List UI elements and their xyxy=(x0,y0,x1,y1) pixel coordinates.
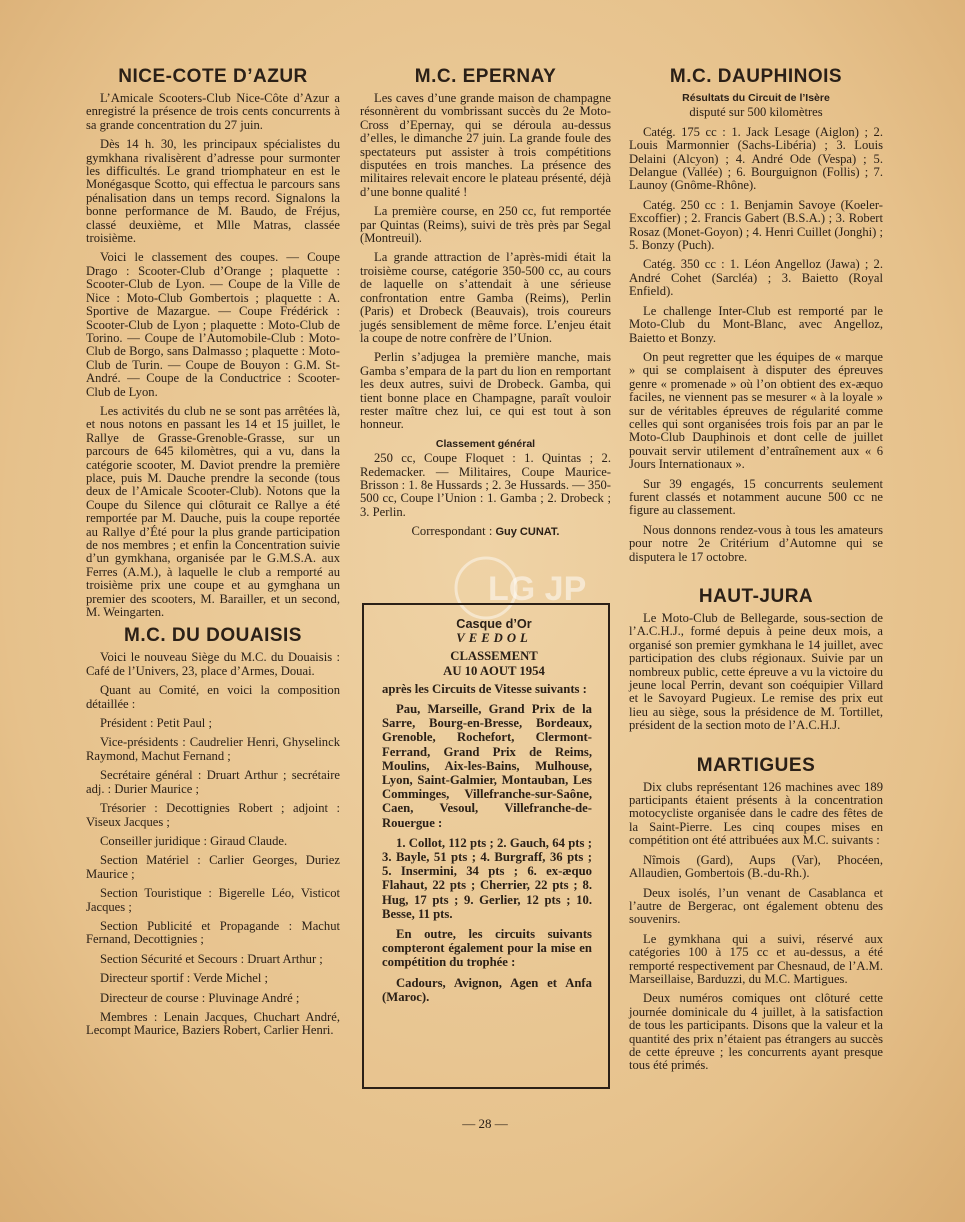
paragraph: En outre, les circuits suivants compteront également pour la mise en compétition du trophée : xyxy=(382,927,592,970)
paragraph: Sur 39 engagés, 15 concurrents seulement furent classés et notamment aucune 500 cc ne figure au classement. xyxy=(629,476,883,518)
correspondent-name: Guy CUNAT. xyxy=(495,526,560,539)
column-middle xyxy=(360,62,611,546)
article-mc-du-douaisis xyxy=(86,625,340,1037)
paragraph: Section Touristique : Bigerelle Léo, Visticot Jacques ; xyxy=(86,886,340,914)
subheading: Résultats du Circuit de l’Isère xyxy=(682,92,830,104)
paragraph: Trésorier : Decottignies Robert ; adjoint : Viseux Jacques ; xyxy=(86,801,340,829)
paragraph: Section Sécurité et Secours : Druart Arthur ; xyxy=(100,951,323,966)
paragraph: après les Circuits de Vitesse suivants : xyxy=(382,681,587,696)
paragraph: Catég. 250 cc : 1. Benjamin Savoye (Koeler-Excoffier) ; 2. Francis Gabert (B.S.A.) ; 3. Robert Rosaz (Monet-Goyon) ; 4. Henri Cuillet (Jonghi) ; 5. Bonzy (Puch). xyxy=(629,197,883,253)
paragraph: Dix clubs représentant 126 machines avec 189 participants étaient présents à la concentration motocycliste organisée dans le cadre des fêtes de la Saint-Pierre. Les cinq coupes mises en compétition ont été attribuées aux M.C. suivants : xyxy=(629,779,883,848)
article-title: M.C. DU DOUAISIS xyxy=(124,625,302,647)
paragraph: Membres : Lenain Jacques, Chuchart André, Lecompt Maurice, Baziers Robert, Carlier Henri. xyxy=(86,1009,340,1038)
paragraph: 250 cc, Coupe Floquet : 1. Quintas ; 2. Redemacker. — Militaires, Coupe Maurice-Brisson : 1. 8e Hussards ; 2. 3e Hussards. — 350-500 cc, Coupe l’Union : 1. Gamba ; 2. Drobeck ; 3. Perlin. xyxy=(360,451,611,519)
article-nice-cote-dazur xyxy=(86,66,340,619)
article-mc-epernay xyxy=(360,66,611,540)
paragraph: Quant au Comité, en voici la composition détaillée : xyxy=(86,683,340,711)
paragraph: Section Publicité et Propagande : Machut Fernand, Decottignies ; xyxy=(86,918,340,947)
watermark-text: LG JP xyxy=(488,570,587,608)
column-right xyxy=(629,62,883,1079)
paragraph: Conseiller juridique : Giraud Claude. xyxy=(100,833,288,848)
paragraph: Nîmois (Gard), Aups (Var), Phocéen, Allaudien, Gombertois (B.-du-Rh.). xyxy=(629,852,883,881)
paragraph: Directeur de course : Pluvinage André ; xyxy=(100,990,300,1005)
paragraph: Le Moto-Club de Bellegarde, sous-section de l’A.C.H.J., formé depuis à peine deux mois, a organisé son premier gymkhana le 14 juillet, avec participation des clubs régionaux. Suivie par un nombreux public, cette épreuve a vu la victoire du jeune local Perrin, devant son coéquipier Villard et le Savoyard Pugieux. Le remise des prix eut lieu au siège, sous la présidence de M. Tortillet, président de la section moto de l’A.C.H.J. xyxy=(629,611,883,733)
paragraph: Pau, Marseille, Grand Prix de la Sarre, Bourg-en-Bresse, Bordeaux, Grenoble, Rochefort, Clermont-Ferrand, Grand Prix de Reims, Moulins, Aix-les-Bains, Mulhouse, Lyon, Saint-Galmier, Montauban, Les Comminges, Villefranche-sur-Saône, Caen, Vesoul, Villefranche-de-Rouergue : xyxy=(382,702,592,830)
paragraph: Nous donnons rendez-vous à tous les amateurs pour notre 2e Critérium d’Automne qui se disputera le 17 octobre. xyxy=(629,522,883,564)
paragraph: Deux numéros comiques ont clôturé cette journée dominicale du 4 juillet, à la satisfaction de tous les participants. Disons que la valeur et la quantité des prix n’étaient pas étrangers au succès de cette épreuve ; les concurrents ayant presque tous été primés. xyxy=(629,991,883,1073)
veedol-advert-box xyxy=(362,603,610,1089)
paragraph: Perlin s’adjugea la première manche, mais Gamba s’empara de la part du lion en remportant les deux autres, suivi de Drobeck. Gamba, qui tient bonne place en Champagne, paraît vouloir rester maître chez lui, ce qui est tout à son honneur. xyxy=(360,350,611,432)
advert-brand-logo: VEEDOL xyxy=(456,631,532,646)
article-haut-jura xyxy=(629,586,883,733)
correspondent-line xyxy=(360,525,611,539)
paragraph: Vice-présidents : Caudrelier Henri, Ghyselinck Raymond, Machut Fernand ; xyxy=(86,735,340,763)
paragraph: Directeur sportif : Verde Michel ; xyxy=(100,971,268,986)
column-left xyxy=(86,62,340,1044)
subheading-detail: disputé sur 500 kilomètres xyxy=(689,105,823,120)
paragraph: Catég. 350 cc : 1. Léon Angelloz (Jawa) ; 2. André Cohet (Sarcléa) ; 3. Baietto (Royal Enfield). xyxy=(629,257,883,299)
paragraph: Dès 14 h. 30, les principaux spécialistes du gymkhana rivalisèrent d’adresse pour surmonter les difficultés. Le grand triomphateur en est le Monégasque Scotto, qui effectua le parcours sans pénalisation dans un temps record. Signalons la bonne performance de M. Baudo, de Fréjus, classé deuxième, et Mlle Matras, classée troisième. xyxy=(86,137,340,246)
paragraph: Voici le nouveau Siège du M.C. du Douaisis : Café de l’Univers, 23, place d’Armes, Douai. xyxy=(86,650,340,678)
article-martigues xyxy=(629,755,883,1073)
paragraph: Deux isolés, l’un venant de Casablanca et l’autre de Bergerac, ont également obtenu des souvenirs. xyxy=(629,885,883,927)
ranking-heading: CLASSEMENT xyxy=(450,649,538,664)
article-mc-dauphinois xyxy=(629,66,883,564)
paragraph: L’Amicale Scooters-Club Nice-Côte d’Azur a enregistré la présence de trois cents concurrents à sa grande concentration du 27 juin. xyxy=(86,91,340,132)
paragraph: Section Matériel : Carlier Georges, Duriez Maurice ; xyxy=(86,853,340,881)
article-title: M.C. DAUPHINOIS xyxy=(669,66,843,87)
article-title: MARTIGUES xyxy=(696,754,816,776)
paragraph: Le challenge Inter-Club est remporté par le Moto-Club du Mont-Blanc, avec Angelloz, Baietto et Bonzy. xyxy=(629,303,883,345)
paragraph: Les caves d’une grande maison de champagne résonnèrent du vombrissant succès du 2e Moto-Cross d’Epernay, qui se déroula au-dessus d’elles, le dimanche 27 juin. La grande foule des spectateurs put assister à trois compétitions disputées en trois manches. La présence des militaires relevait encore le plateau présenté, déjà d’une bonne qualité ! xyxy=(360,91,611,199)
paragraph: Le gymkhana qui a suivi, réservé aux catégories 100 à 175 cc et au-dessus, a été remporté respectivement par Chesnaud, de l’A.M. Marseillaise, Barduzzi, du M.C. Martigues. xyxy=(629,931,883,986)
advert-brand-title: Casque d’Or xyxy=(456,617,532,631)
paragraph: Secrétaire général : Druart Arthur ; secrétaire adj. : Durier Maurice ; xyxy=(86,768,340,796)
paragraph: La première course, en 250 cc, fut remportée par Quintas (Reims), suivi de très près par Segal (Montreuil). xyxy=(360,204,611,246)
paragraph: La grande attraction de l’après-midi était la troisième course, catégorie 350-500 cc, au cours de laquelle on s’attendait à une sérieuse confrontation entre Gamba (Reims), Perlin (Paris) et Drobeck (Beauvais), trois coureurs jugés sensiblement de même force. L’enjeu était la coupe de notre confrère de l’Union. xyxy=(360,250,611,345)
page-number: — 28 — xyxy=(462,1116,508,1131)
subheading: Classement général xyxy=(435,437,536,450)
paragraph: Président : Petit Paul ; xyxy=(100,716,212,731)
paragraph: Voici le classement des coupes. — Coupe Drago : Scooter-Club d’Orange ; plaquette : Scooter-Club de Lyon. — Coupe de la Ville de Nice : Moto-Club Gombertois ; plaquette : A. Sportive de Mazargue. — Coupe Frédérick : Scooter-Club de Lyon ; plaquette : Moto-Club de Torino. — Coupe de l’Automobile-Club : Moto-Club de Borgo, sans Dalmasso ; plaquette : Moto-Club de Turin. — Coupe de Bouyon : G.M. St-André. — Coupe de la Conductrice : Scooter-Club de Lyon. xyxy=(86,250,340,399)
article-title: HAUT-JURA xyxy=(698,586,814,607)
paragraph: On peut regretter que les équipes de « marque » qui se complaisent à disputer des épreuves genre « promenade » où l’on obtient des ex-æquo faciles, ne viennent pas se mesurer « à la loyale » sur de véritables épreuves de régularité comme celles qui sont organisées trois fois par an par le Moto-Club Dauphinois et dont celle de juillet pouvait servir utilement d’entraînement aux « 6 Jours Internationaux ». xyxy=(629,349,883,472)
paragraph: 1. Collot, 112 pts ; 2. Gauch, 64 pts ; 3. Bayle, 51 pts ; 4. Burgraff, 36 pts ; 5. Inserminі, 34 pts ; 6. ex-æquo Flahaut, 22 pts ; Cherrier, 22 pts ; 8. Hug, 17 pts ; 9. Gerlier, 12 pts ; 10. Besse, 11 pts. xyxy=(382,835,592,921)
article-title: NICE-COTE D’AZUR xyxy=(118,66,308,87)
paragraph: Les activités du club ne se sont pas arrêtées là, et nous notons en passant les 14 et 15 juillet, le Rallye de Grasse-Grenoble-Grasse, sur un parcours de 645 kilomètres, qui a vu, dans la catégorie scooter, M. Daviot prendre la première place, puis M. Dauche prendre la seconde (tous deux de l’Amicale Scooter-Club). Notons que la Coupe du Silence qui clôturait ce Rallye a été remportée par M. Dauche, puis la coupe reportée au Rallye d’Été pour la plus grande participation de nos membres ; et enfin la Concentration suivie d’un gymkhana, organisée par le G.M.S.A. aux Ferres (A.M.), à laquelle le club a remporté au troisième prix une coupe et au gymghana un premier des scooters, M. Barailler, et un second, M. Weingarten. xyxy=(86,403,340,620)
paragraph: Cadours, Avignon, Agen et Anfa (Maroc). xyxy=(382,975,592,1004)
article-title: M.C. EPERNAY xyxy=(414,66,557,87)
paragraph: Catég. 175 cc : 1. Jack Lesage (Aiglon) ; 2. Louis Marmonnier (Sachs-Libéria) ; 3. Louis Delaini (Alcyon) ; 4. André Ode (Vespa) ; 5. Delangue (Vallée) ; 6. Bourguignon (Follis) ; 7. Launoy (Gnôme-Rhône). xyxy=(629,124,883,193)
ranking-date: AU 10 AOUT 1954 xyxy=(443,663,545,678)
correspondent-label: Correspondant : xyxy=(411,524,493,539)
